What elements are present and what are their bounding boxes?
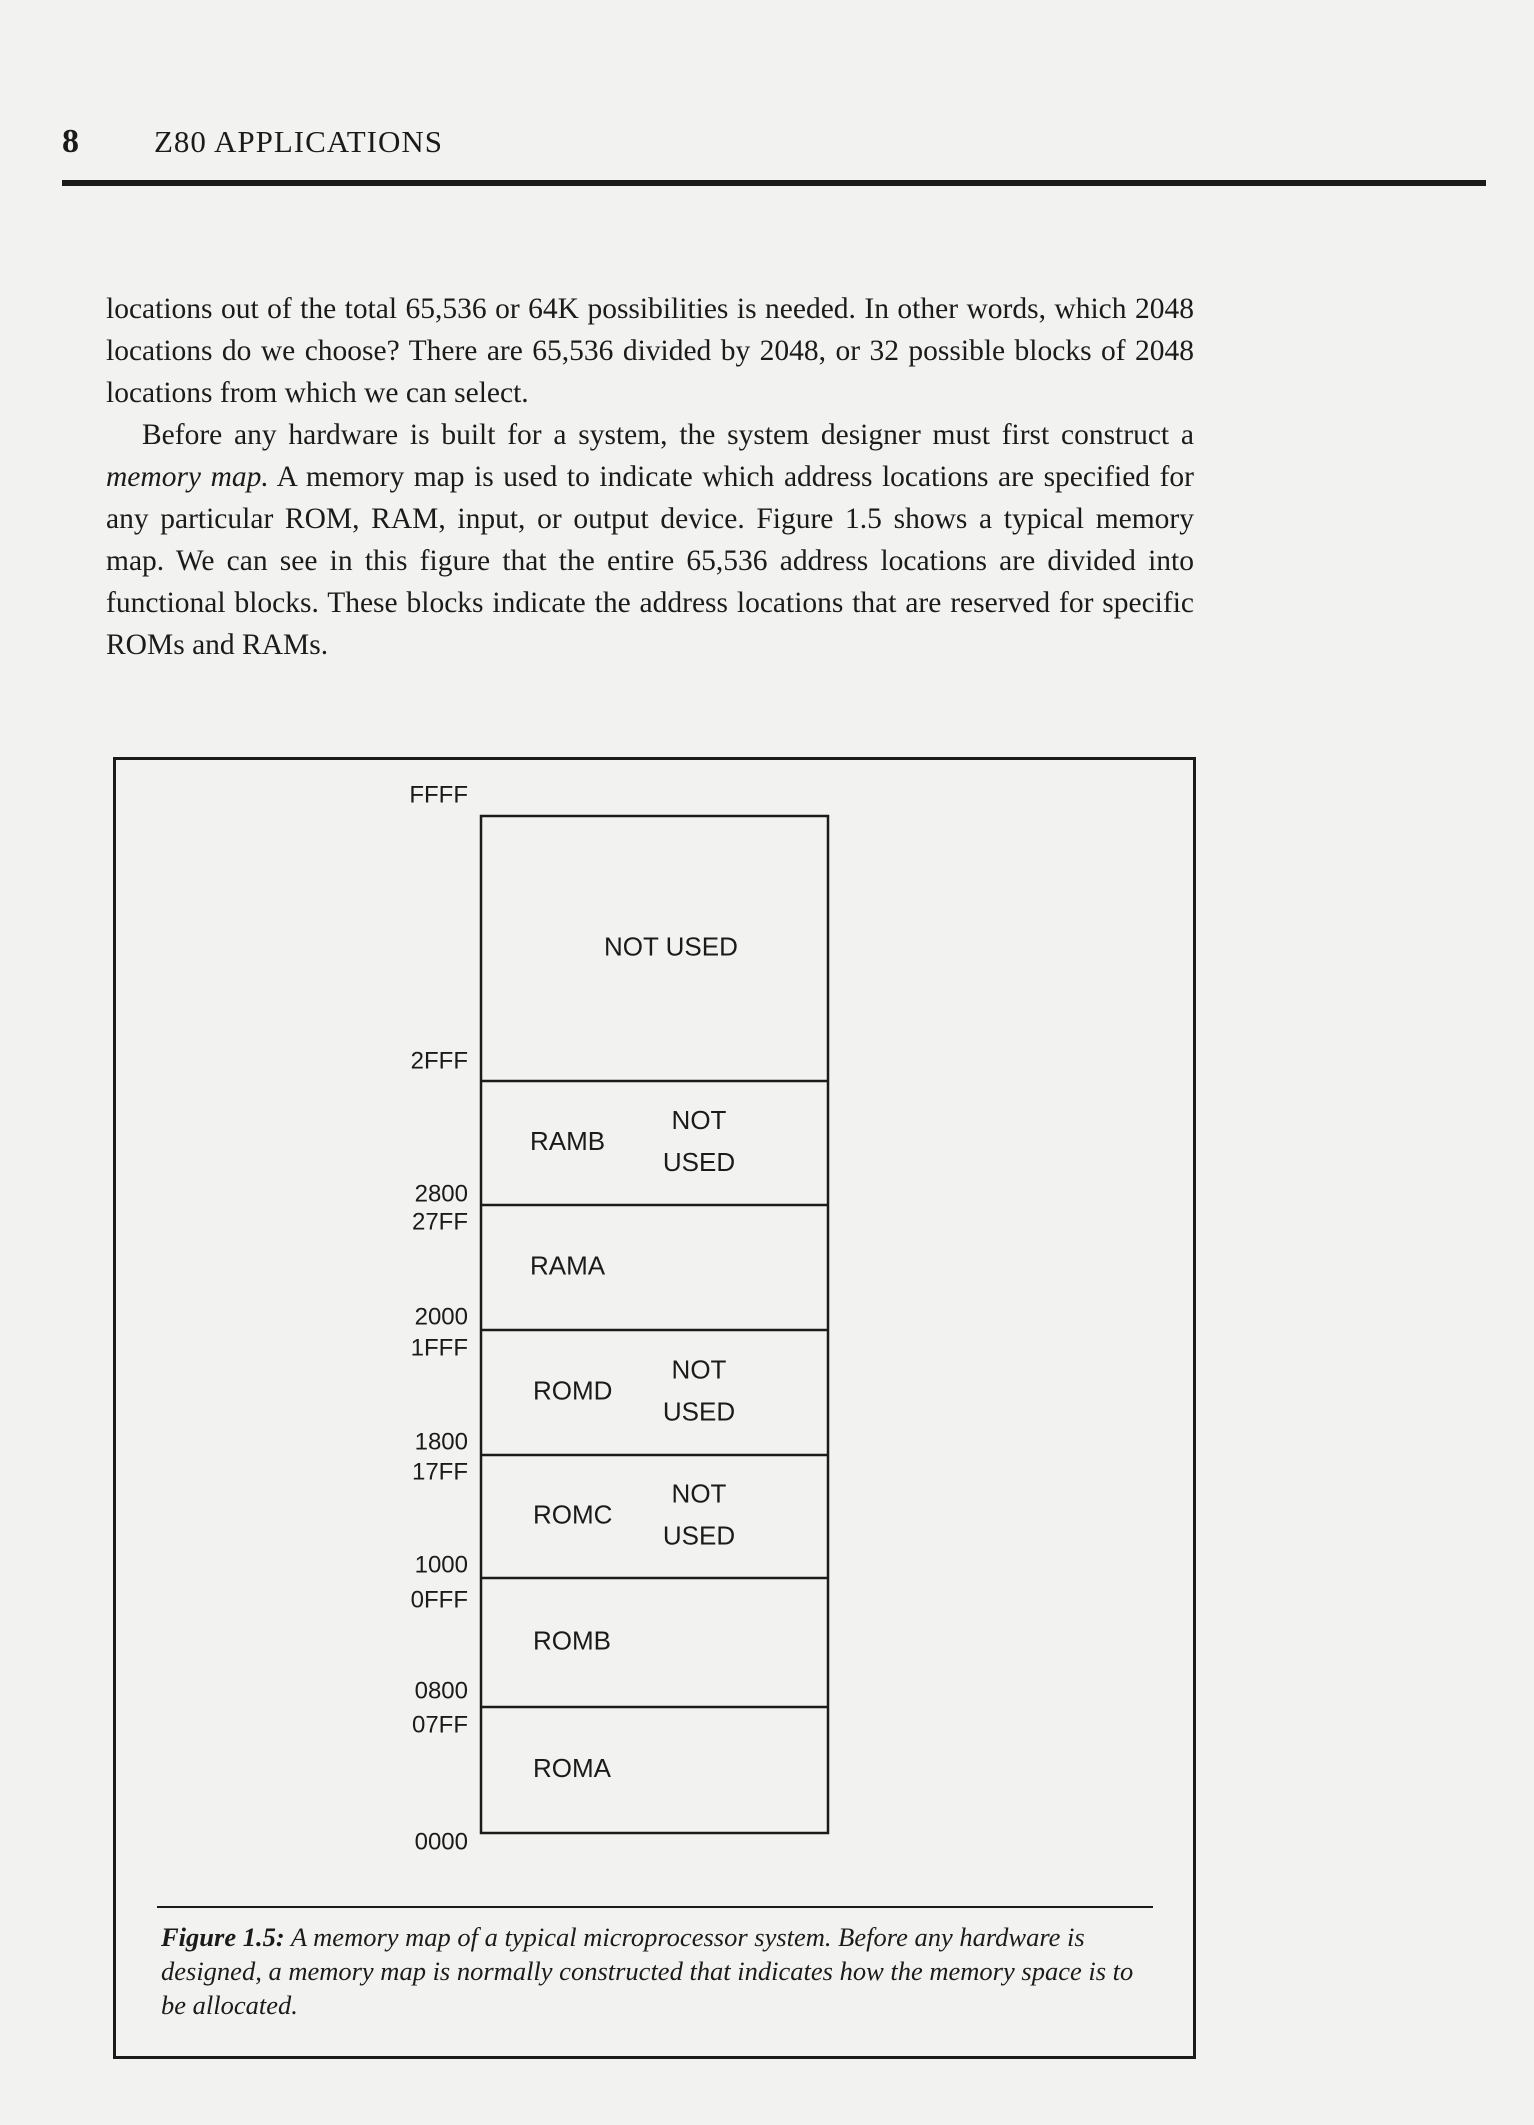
header-rule [62, 180, 1486, 186]
block-label: RAMA [530, 1250, 606, 1281]
running-head: Z80 APPLICATIONS [154, 124, 444, 159]
address-label: 07FF [411, 1711, 468, 1739]
address-label: 27FF [411, 1208, 468, 1236]
block-side-label: NOT [671, 1104, 727, 1135]
block-label: ROMB [533, 1625, 611, 1656]
memory-map-outline [481, 816, 828, 1833]
block-side-label: NOT [671, 1354, 727, 1385]
body-text [106, 288, 1194, 666]
block-side-label: USED [662, 1146, 736, 1177]
address-label: 0FFF [410, 1586, 468, 1614]
paragraph-2-term: memory map. [106, 461, 269, 493]
block-side-label: USED [662, 1396, 736, 1427]
paragraph-2 [106, 414, 1194, 666]
address-label: 0000 [414, 1828, 468, 1856]
figure-caption [161, 1920, 1161, 2022]
block-label: RAMB [530, 1125, 606, 1156]
address-label: FFFF [409, 781, 468, 809]
block-label: ROMD [533, 1375, 613, 1406]
paragraph-2-text-a: Before any hardware is built for a system, the system designer must first construct a [142, 419, 1194, 451]
page-number: 8 [62, 123, 79, 160]
figure-frame [113, 757, 1196, 2059]
address-label: 1800 [414, 1428, 468, 1456]
address-label: 1000 [414, 1551, 468, 1579]
block-side-label: NOT [671, 1478, 727, 1509]
address-label: 1FFF [410, 1334, 468, 1362]
address-label: 0800 [414, 1677, 468, 1705]
memory-map-diagram [116, 760, 1196, 1900]
block-label: NOT USED [604, 931, 738, 962]
paragraph-2-text-b: A memory map is used to indicate which address locations are specified for any particular ROM, RAM, input, or output device. Figure 1.5 shows a typical memory map. We can see in this figure that the entire 65,536 address locations are divided into functional blocks. These blocks indicate the address locations that are reserved for specific ROMs and RAMs. [106, 461, 1194, 661]
address-label: 2000 [414, 1303, 468, 1331]
paragraph-1-text: locations out of the total 65,536 or 64K possibilities is needed. In other words, which 2048 locations do we choose? There are 65,536 divided by 2048, or 32 possible blocks of 2048 locations from which we can select. [106, 293, 1194, 409]
block-label: ROMA [533, 1752, 611, 1783]
address-label: 2FFF [410, 1047, 468, 1075]
block-label: ROMC [533, 1499, 613, 1530]
page-header [62, 118, 1486, 188]
figure-caption-text: A memory map of a typical microprocessor system. Before any hardware is designed, a memory map is normally constructed that indicates how the memory space is to be allocated. [161, 1922, 1134, 2020]
address-label: 17FF [411, 1458, 468, 1486]
figure-caption-id: Figure 1.5: [161, 1922, 285, 1952]
block-side-label: USED [662, 1520, 736, 1551]
address-label: 2800 [414, 1180, 468, 1208]
paragraph-1 [106, 288, 1194, 414]
caption-rule [157, 1906, 1153, 1908]
